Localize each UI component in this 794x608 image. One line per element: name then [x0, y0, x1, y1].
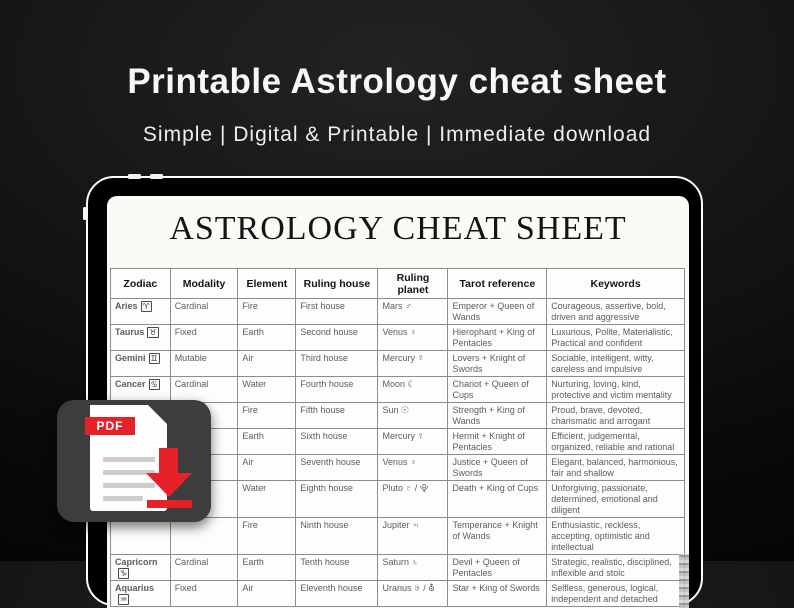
table-row-sagittarius-covered	[111, 518, 685, 555]
modality-cell: Cardinal	[170, 377, 238, 403]
zodiac-symbol: ♑	[120, 569, 128, 578]
keywords-cell: Enthusiastic, reckless, accepting, optimistic and intellectual	[547, 518, 685, 555]
col-header-modality: Modality	[170, 269, 238, 299]
keywords-cell: Elegant, balanced, harmonious, fair and shallow	[547, 455, 685, 481]
zodiac-cell	[111, 555, 171, 581]
ruling-planet-cell: Jupiter ♃	[378, 518, 448, 555]
tarot-cell: Devil + Queen of Pentacles	[448, 555, 547, 581]
tablet-volume-button-2	[150, 174, 163, 179]
tarot-cell: Lovers + Knight of Swords	[448, 351, 547, 377]
keywords-cell: Strategic, realistic, disciplined, inflexible and stoic	[547, 555, 685, 581]
tarot-cell: Emperor + Queen of Wands	[448, 299, 547, 325]
col-header-ruling-house: Ruling house	[296, 269, 378, 299]
ruling-house-cell: Ninth house	[296, 518, 378, 555]
arrow-head	[146, 473, 192, 497]
noise-artifact	[679, 554, 689, 608]
keywords-cell: Sociable, intelligent, witty, careless and impulsive	[547, 351, 685, 377]
ruling-planet-cell: Mars ♂	[378, 299, 448, 325]
table-row-aquarius	[111, 581, 685, 607]
ruling-planet-cell: Mercury ☿	[378, 429, 448, 455]
ruling-house-cell: Second house	[296, 325, 378, 351]
tarot-cell: Strength + King of Wands	[448, 403, 547, 429]
zodiac-name: Capricorn	[115, 557, 158, 567]
ruling-house-cell: Sixth house	[296, 429, 378, 455]
element-cell: Water	[238, 481, 296, 518]
ruling-planet-cell: Saturn ♄	[378, 555, 448, 581]
zodiac-name: Taurus	[115, 327, 145, 337]
document-text-line	[103, 457, 155, 462]
modality-cell: Fixed	[170, 581, 238, 607]
modality-cell: Cardinal	[170, 555, 238, 581]
page-fold-icon	[148, 405, 167, 424]
zodiac-name: Aries	[115, 301, 138, 311]
ruling-house-cell: Fifth house	[296, 403, 378, 429]
zodiac-symbol: ♋	[150, 380, 158, 389]
hero-section	[0, 62, 794, 147]
table-header-row	[111, 269, 685, 299]
tablet-volume-button-1	[128, 174, 141, 179]
zodiac-cell	[111, 581, 171, 607]
ruling-planet-cell: Moon ☾	[378, 377, 448, 403]
zodiac-cell	[111, 325, 171, 351]
element-cell: Water	[238, 377, 296, 403]
tarot-cell: Chariot + Queen of Cups	[448, 377, 547, 403]
tarot-cell: Death + King of Cups	[448, 481, 547, 518]
modality-cell	[170, 518, 238, 555]
zodiac-symbol: ♉	[149, 328, 157, 337]
element-cell: Air	[238, 455, 296, 481]
keywords-cell: Courageous, assertive, bold, driven and aggressive	[547, 299, 685, 325]
keywords-cell: Nurturing, loving, kind, protective and victim mentality	[547, 377, 685, 403]
ruling-house-cell: Eighth house	[296, 481, 378, 518]
pdf-label: PDF	[85, 417, 135, 435]
keywords-cell: Efficient, judgemental, organized, reliable and rational	[547, 429, 685, 455]
keywords-cell: Luxurious, Polite, Materialistic, Practical and confident	[547, 325, 685, 351]
tarot-cell: Justice + Queen of Swords	[448, 455, 547, 481]
zodiac-cell	[111, 299, 171, 325]
element-cell: Earth	[238, 429, 296, 455]
zodiac-name: Aquarius	[115, 583, 155, 593]
ruling-house-cell: Seventh house	[296, 455, 378, 481]
zodiac-name: Gemini	[115, 353, 146, 363]
modality-cell: Fixed	[170, 325, 238, 351]
element-cell: Air	[238, 351, 296, 377]
zodiac-symbol: ♒	[120, 595, 128, 604]
zodiac-symbol: ♈	[142, 302, 150, 311]
zodiac-cell	[111, 351, 171, 377]
table-row-cancer	[111, 377, 685, 403]
element-cell: Earth	[238, 555, 296, 581]
col-header-tarot-reference: Tarot reference	[448, 269, 547, 299]
zodiac-name: Cancer	[115, 379, 146, 389]
ruling-house-cell: First house	[296, 299, 378, 325]
modality-cell: Cardinal	[170, 299, 238, 325]
keywords-cell: Selfless, generous, logical, independent and detached	[547, 581, 685, 607]
element-cell: Air	[238, 581, 296, 607]
tarot-cell: Star + King of Swords	[448, 581, 547, 607]
page-title: Printable Astrology cheat sheet	[127, 62, 667, 101]
zodiac-cell	[111, 518, 171, 555]
zodiac-symbol: ♊	[150, 354, 158, 363]
pdf-download-badge	[57, 400, 211, 522]
col-header-keywords: Keywords	[547, 269, 685, 299]
col-header-ruling-planet: Ruling planet	[378, 269, 448, 299]
ruling-planet-cell: Venus ♀	[378, 325, 448, 351]
ruling-planet-cell: Venus ♀	[378, 455, 448, 481]
modality-cell: Mutable	[170, 351, 238, 377]
table-row-gemini	[111, 351, 685, 377]
ruling-house-cell: Fourth house	[296, 377, 378, 403]
ruling-planet-cell: Mercury ☿	[378, 351, 448, 377]
ruling-planet-cell: Sun ☉	[378, 403, 448, 429]
document-text-line	[103, 496, 143, 501]
table-row-capricorn	[111, 555, 685, 581]
zodiac-cell	[111, 377, 171, 403]
tarot-cell: Hierophant + King of Pentacles	[448, 325, 547, 351]
col-header-element: Element	[238, 269, 296, 299]
tablet-mockup	[86, 176, 703, 606]
table-row-taurus	[111, 325, 685, 351]
sheet-title: ASTROLOGY CHEAT SHEET	[169, 210, 627, 247]
download-underline	[147, 500, 192, 508]
arrow-shaft	[159, 448, 178, 475]
element-cell: Fire	[238, 403, 296, 429]
ruling-planet-cell: Pluto ♇ / ⯓	[378, 481, 448, 518]
element-cell: Earth	[238, 325, 296, 351]
tarot-cell: Hermit + Knight of Pentacles	[448, 429, 547, 455]
col-header-zodiac: Zodiac	[111, 269, 171, 299]
element-cell: Fire	[238, 518, 296, 555]
ruling-house-cell: Eleventh house	[296, 581, 378, 607]
keywords-cell: Proud, brave, devoted, charismatic and arrogant	[547, 403, 685, 429]
page-subtitle: Simple | Digital & Printable | Immediate download	[142, 123, 652, 146]
tarot-cell: Temperance + Knight of Wands	[448, 518, 547, 555]
ruling-house-cell: Tenth house	[296, 555, 378, 581]
keywords-cell: Unforgiving, passionate, determined, emotional and diligent	[547, 481, 685, 518]
table-row-aries	[111, 299, 685, 325]
ruling-planet-cell: Uranus ♅ / ⛢	[378, 581, 448, 607]
element-cell: Fire	[238, 299, 296, 325]
ruling-house-cell: Third house	[296, 351, 378, 377]
tablet-side-button	[83, 207, 88, 220]
